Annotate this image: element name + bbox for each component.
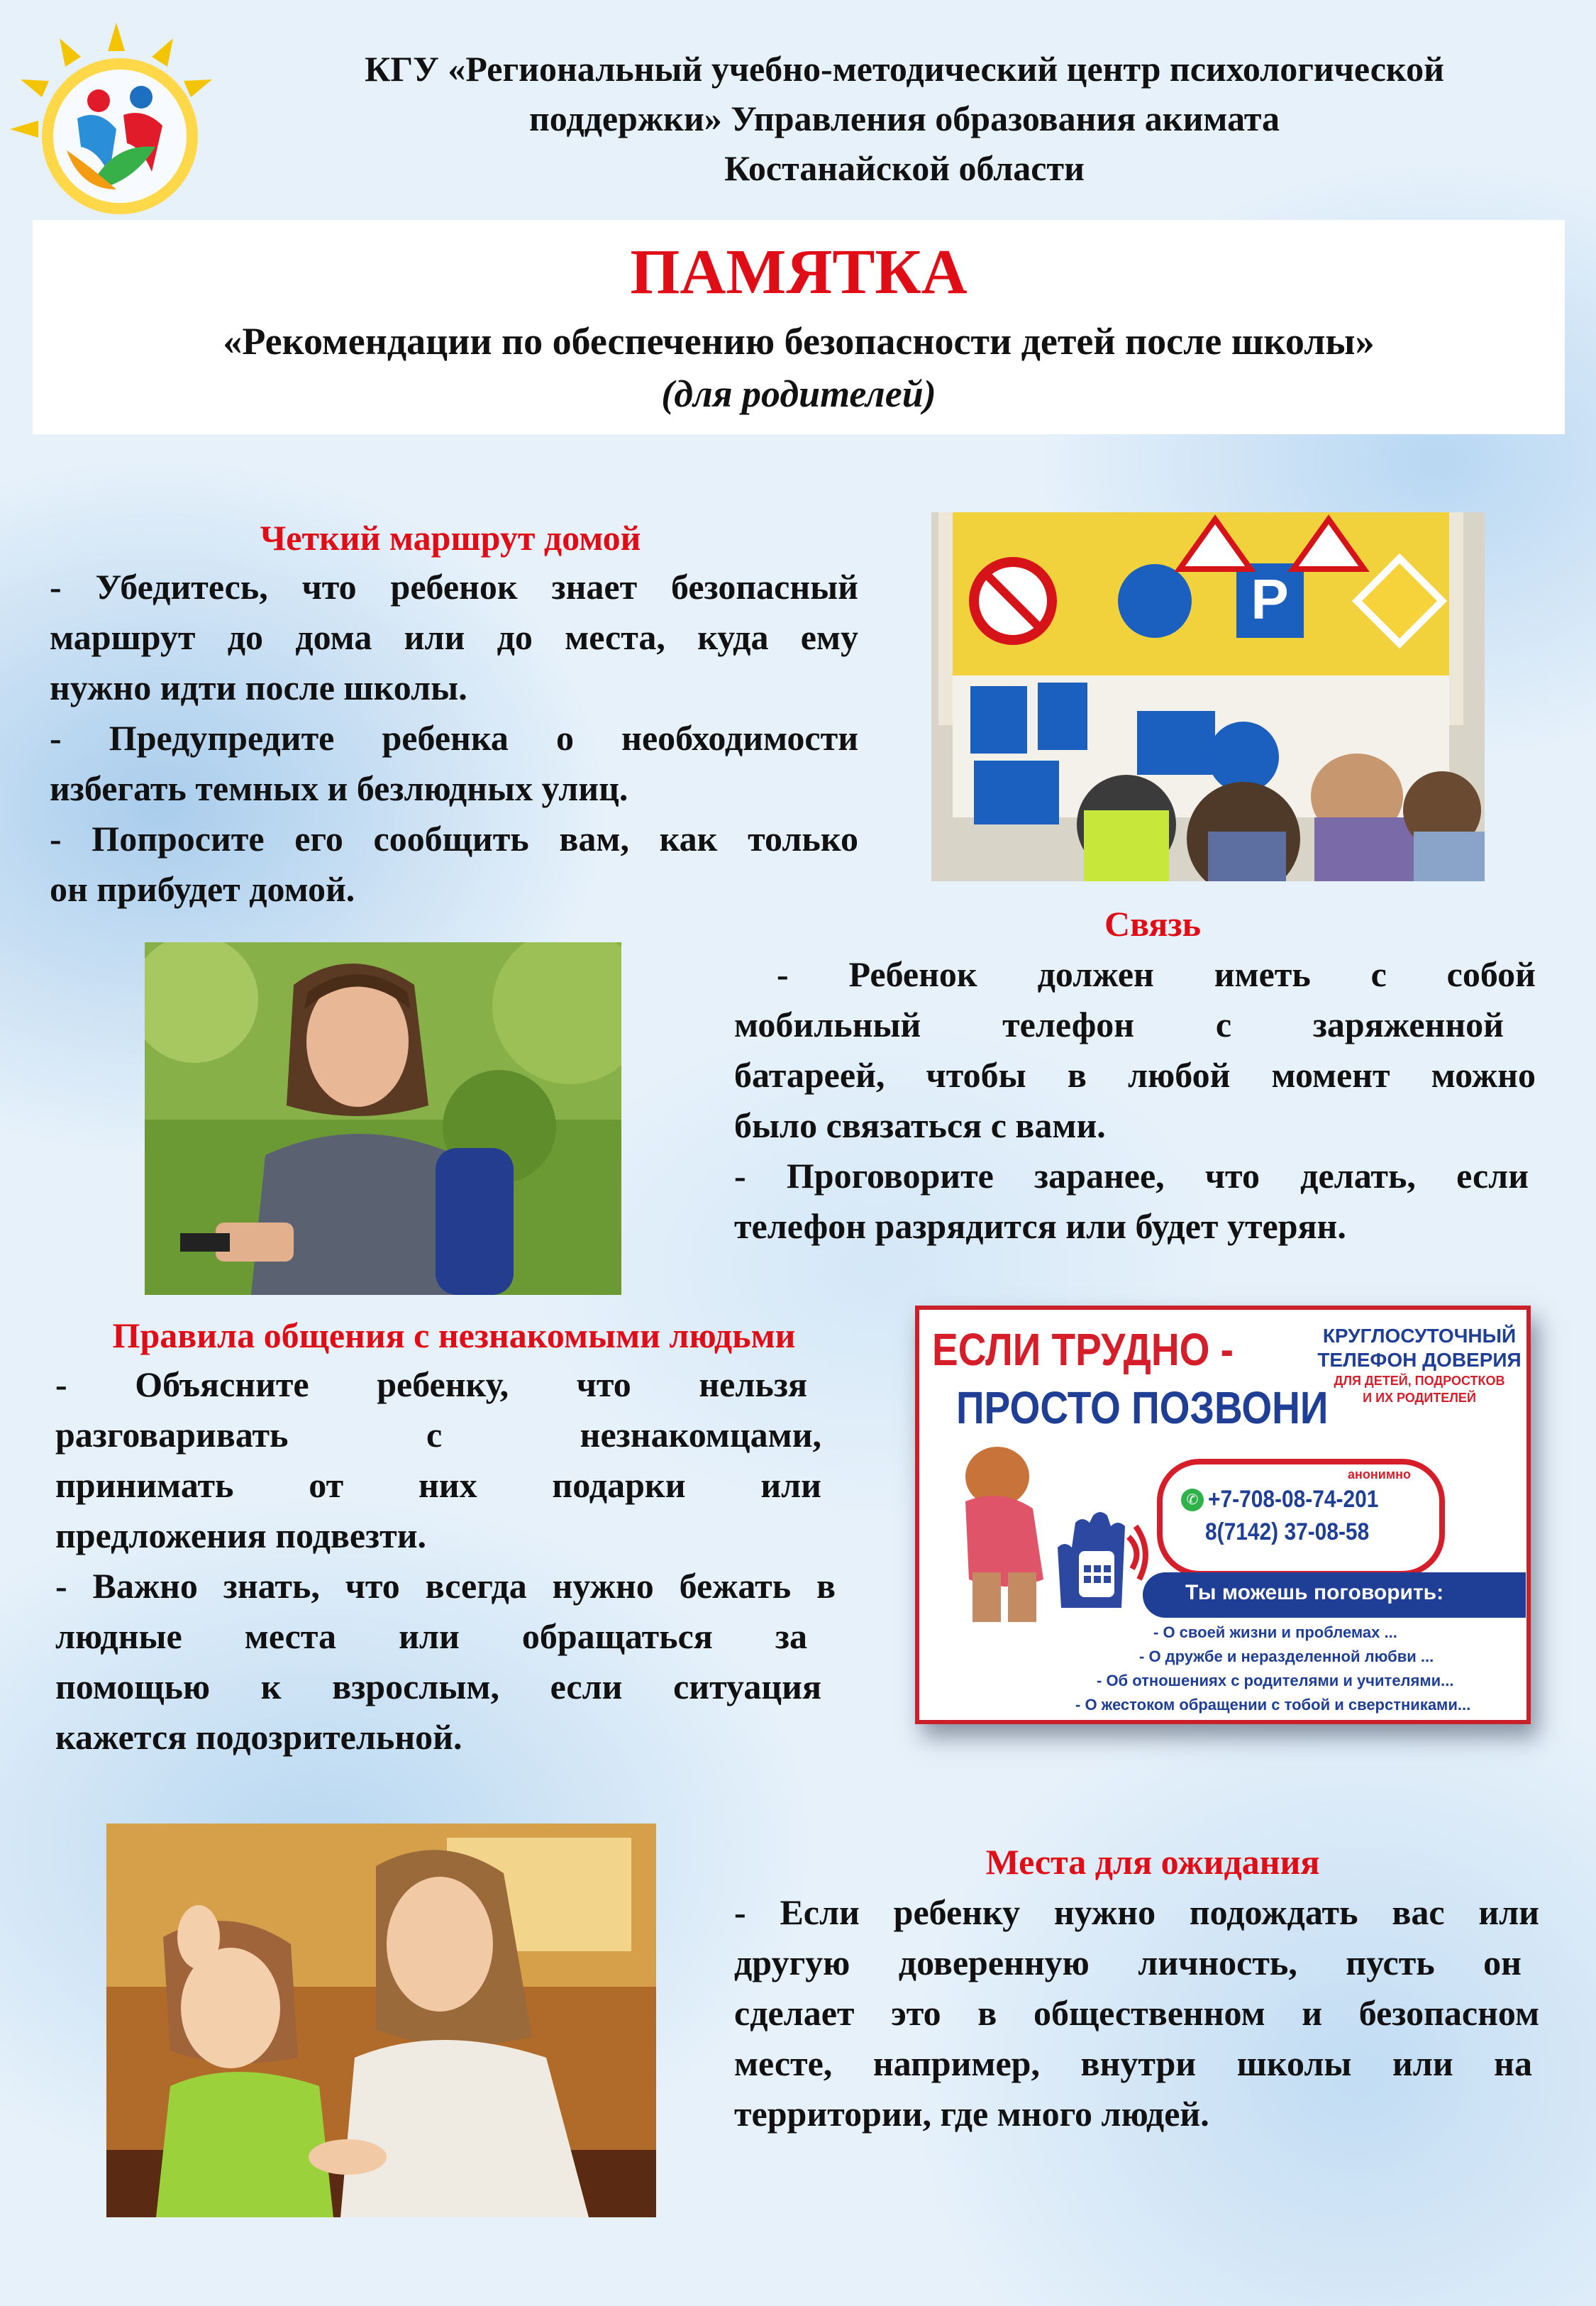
helpline-headline-2: ПРОСТО ПОЗВОНИ [956,1382,1329,1433]
girl-with-phone-photo [145,942,621,1295]
connection-text [734,949,1536,1252]
route-heading: Четкий маршрут домой [260,518,641,558]
topics-title: Ты можешь поговорить: [1185,1581,1444,1604]
route-line: - Предупредите ребенка о необходимости [50,718,858,758]
org-line-2: поддержки» Управления образования акимата [528,99,1280,138]
strangers-line: - Важно знать, что всегда нужно бежать в [55,1566,836,1606]
page-title: ПАМЯТКА [630,237,968,307]
waiting-text [734,1887,1539,2139]
strangers-line: принимать от них подарки или [55,1465,821,1505]
strangers-line: разговаривать с незнакомцами, [55,1415,821,1455]
connection-line: батареей, чтобы в любой момент можно [734,1055,1536,1095]
waiting-line: сделает это в общественном и безопасном [734,1993,1539,2033]
anon-label: анонимно [1348,1467,1411,1482]
road-signs-photo [931,512,1485,881]
org-line-1: КГУ «Региональный учебно-методический центр психологической [365,49,1444,89]
strangers-line: помощью к взрослым, если ситуация [55,1667,821,1706]
connection-line: телефон разрядится или будет утерян. [734,1206,1346,1246]
service-line-3: ДЛЯ ДЕТЕЙ, ПОДРОСТКОВ [1334,1374,1505,1388]
page-subtitle: «Рекомендации по обеспечению безопасности детей после школы» [223,320,1375,363]
waiting-line: другую доверенную личность, пусть он [734,1943,1522,1982]
strangers-line: - Объясните ребенку, что нельзя [55,1364,807,1404]
phone-number-2: 8(7142) 37-08-58 [1205,1518,1370,1545]
connection-heading: Связь [1104,904,1202,944]
phone-number-1: +7-708-08-74-201 [1208,1486,1379,1513]
route-text [50,562,858,915]
organization-header [241,44,1568,193]
route-line: - Убедитесь, что ребенок знает безопасный [50,567,858,607]
org-line-3: Костанайской области [724,148,1085,188]
route-line: - Попросите его сообщить вам, как только [50,819,858,859]
service-line-1: КРУГЛОСУТОЧНЫЙ [1322,1325,1517,1347]
connection-line: - Ребенок должен иметь с собой [777,954,1536,994]
service-line-4: И ИХ РОДИТЕЛЕЙ [1363,1391,1476,1405]
strangers-line: людные места или обращаться за [55,1616,807,1656]
topic-item: - О своей жизни и проблемах ... [1153,1623,1397,1641]
route-line: маршрут до дома или до места, куда ему [50,617,858,657]
service-line-2: ТЕЛЕФОН ДОВЕРИЯ [1317,1349,1522,1371]
helpline-card [915,1306,1531,1724]
waiting-heading: Места для ожидания [985,1842,1320,1882]
topics-banner [1143,1572,1526,1618]
strangers-heading: Правила общения с незнакомыми людьми [112,1315,796,1355]
helpline-service [1317,1324,1522,1406]
hand-phone-icon [1047,1508,1153,1615]
phone-cloud [1157,1459,1445,1577]
whatsapp-icon: ✆ [1181,1489,1204,1511]
strangers-line: кажется подозрительной. [55,1717,462,1757]
topic-item: - О дружбе и неразделенной любви ... [1139,1648,1434,1665]
svg-text:P: P [1251,568,1289,631]
strangers-line: предложения подвезти. [55,1516,427,1555]
sad-child-illustration [941,1445,1061,1622]
connection-line: - Проговорите заранее, что делать, если [734,1156,1529,1196]
waiting-line: месте, например, внутри школы или на [734,2043,1532,2083]
title-panel [33,220,1565,434]
topic-item: - О жестоком обращении с тобой и сверстниками... [1075,1696,1471,1714]
connection-line: было связаться с вами. [734,1105,1106,1145]
mother-daughter-photo [106,1824,656,2217]
route-line: он прибудет домой. [50,869,355,909]
center-logo [10,23,223,221]
connection-line: мобильный телефон с заряженной [734,1005,1504,1044]
strangers-text [55,1359,850,1762]
helpline-headline-1: ЕСЛИ ТРУДНО - [932,1324,1234,1375]
route-line: нужно идти после школы. [50,668,467,707]
topics-list [919,1621,1522,1717]
topic-item: - Об отношениях с родителями и учителями... [1097,1672,1454,1689]
route-line: избегать темных и безлюдных улиц. [50,768,628,808]
waiting-line: - Если ребенку нужно подождать вас или [734,1892,1539,1932]
audience-label: (для родителей) [661,373,936,415]
waiting-line: территории, где много людей. [734,2094,1209,2134]
